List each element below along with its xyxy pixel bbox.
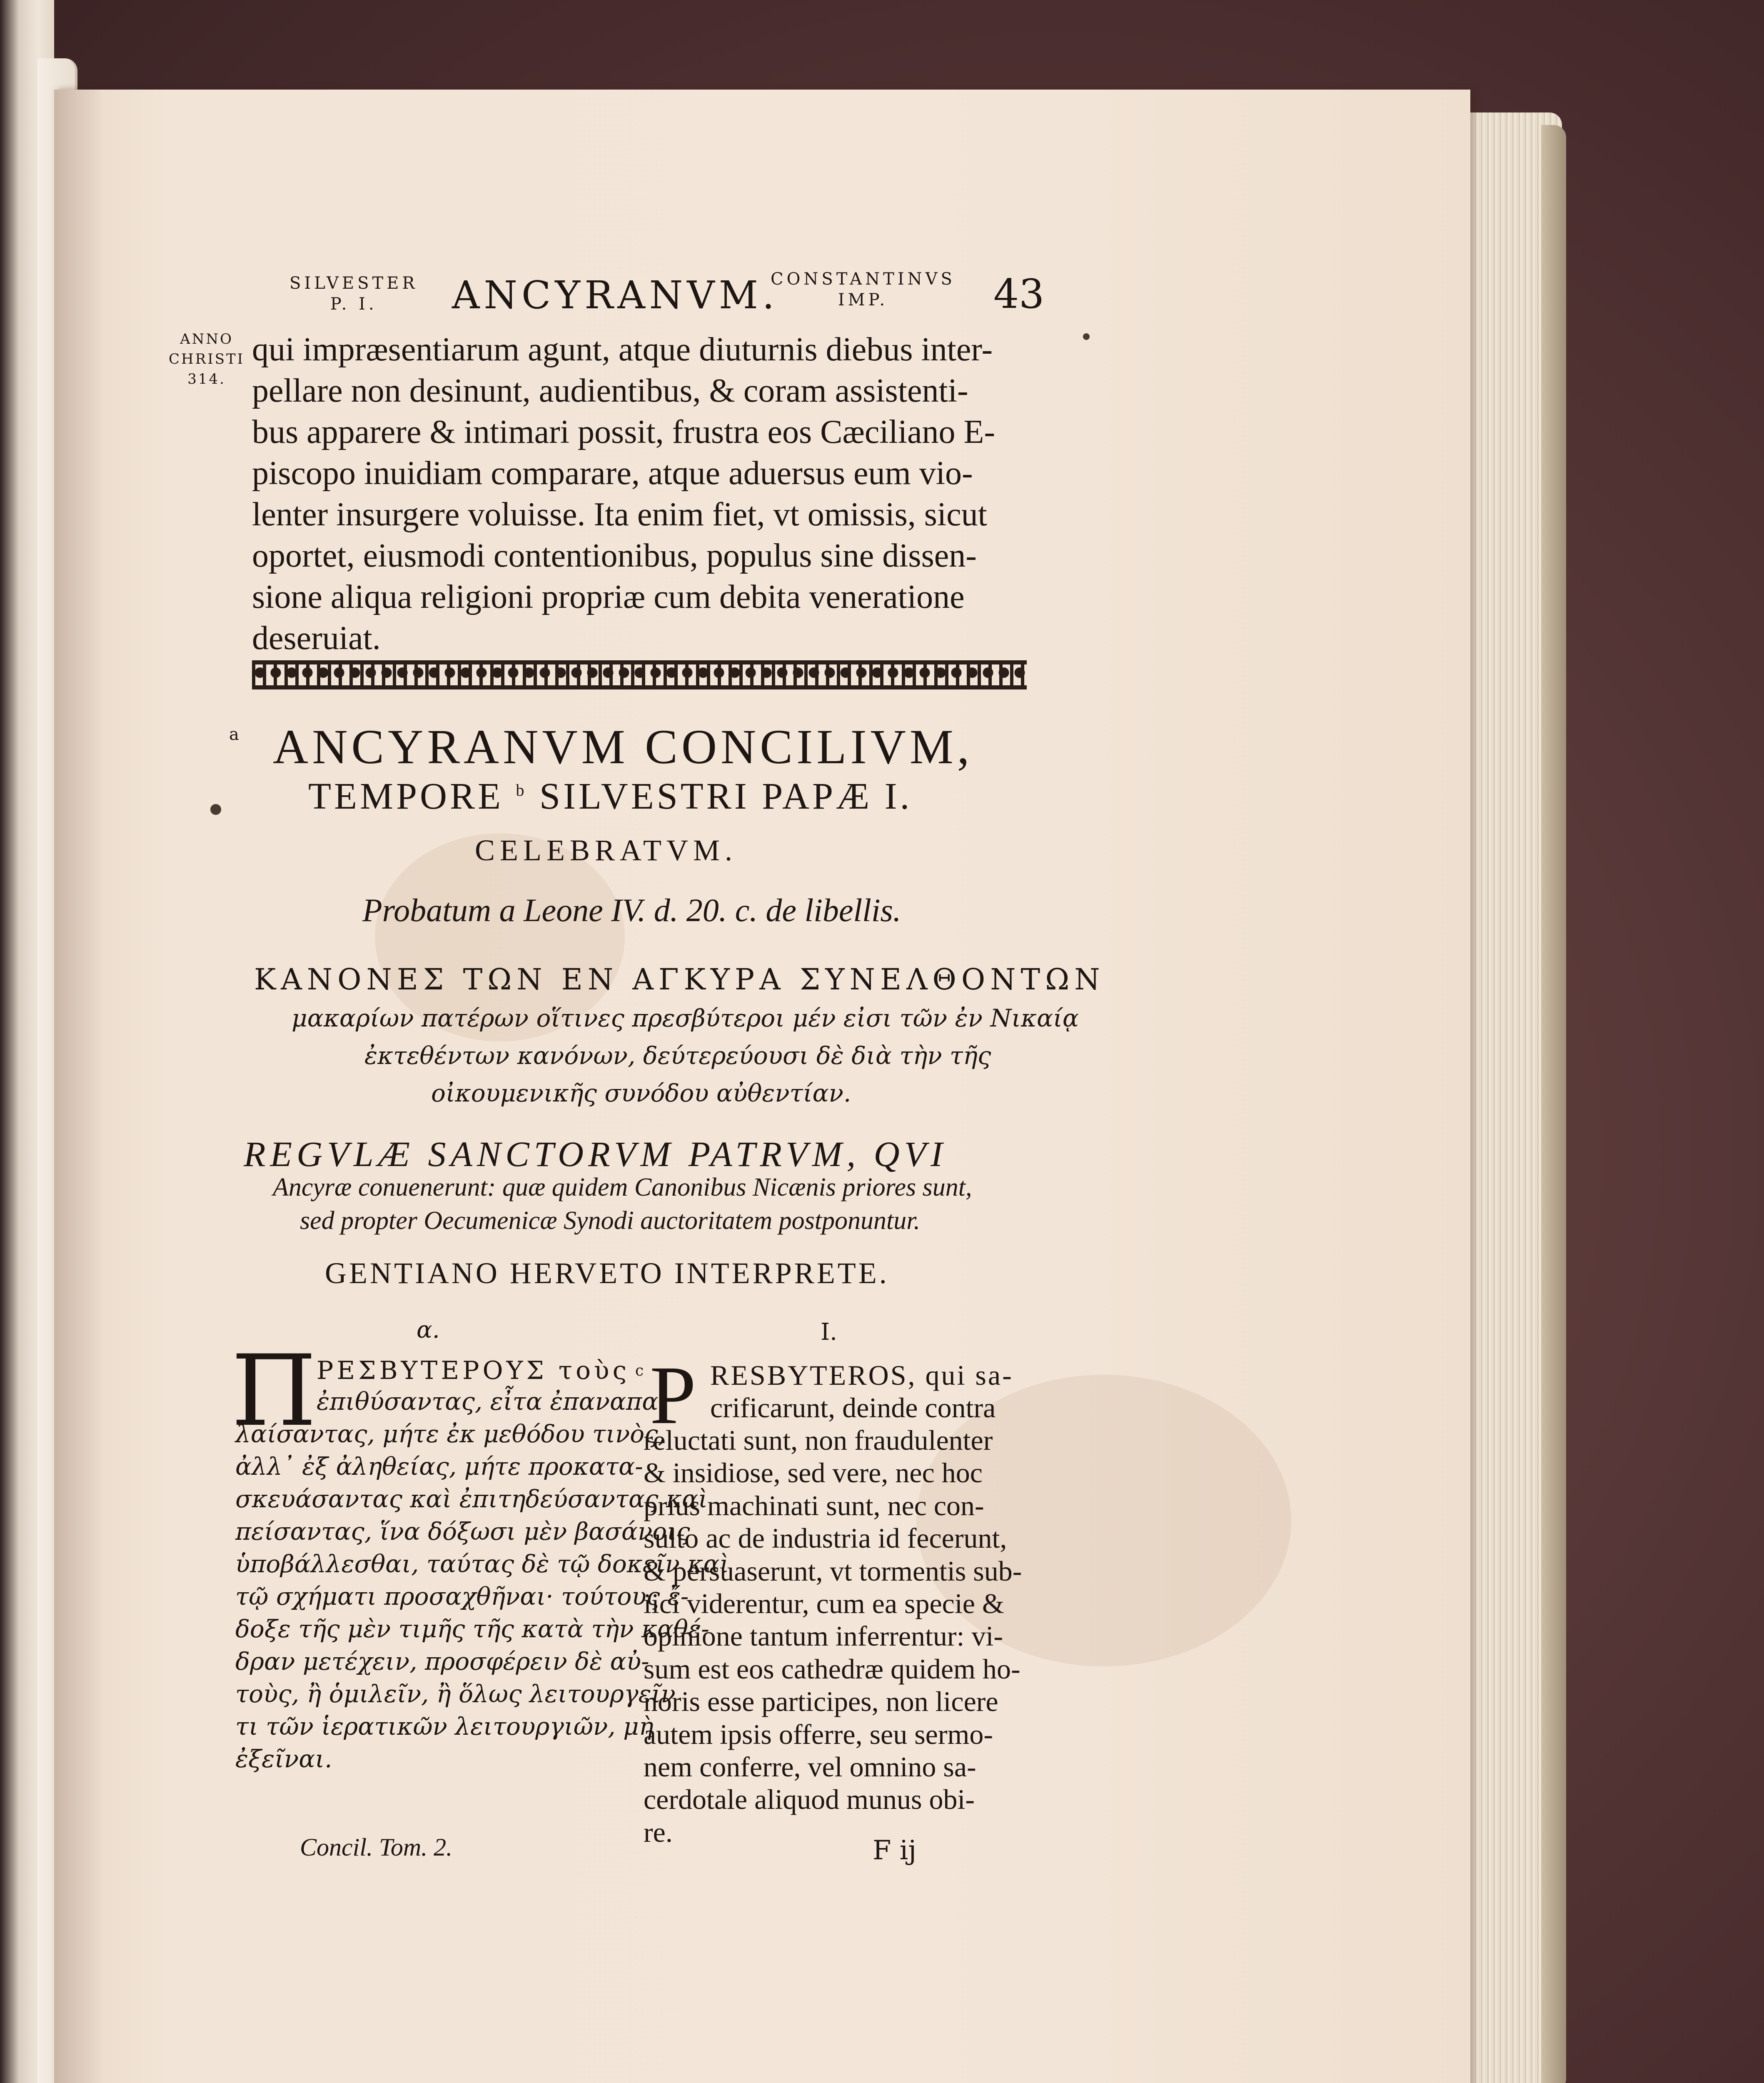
- catchword: F ij: [873, 1835, 917, 1866]
- latin-line: opinione tantum inferrentur: vi-: [644, 1620, 1003, 1652]
- greek-title-line: ἐκτεθέντων κανόνων, δεύτερεύουσι δὲ διὰ τὴν τῆς: [364, 1042, 991, 1070]
- text-line: oportet, eiusmodi contentionibus, populus sine dissen-: [252, 537, 977, 574]
- greek-first-line: ΡΕΣΒΥΤΕΡΟΥΣ τοὺς: [317, 1356, 630, 1385]
- text-line: pellare non desinunt, audientibus, & coram assistenti-: [252, 372, 968, 409]
- greek-line: τῷ σχήματι προσαχθῆναι· τούτους ἔ-: [235, 1582, 689, 1611]
- latin-line: cerdotale aliquod munus obi-: [644, 1783, 975, 1816]
- running-head-right-bottom: IMP.: [838, 290, 888, 310]
- margin-note-line: ANNO: [180, 331, 234, 347]
- greek-line: τι τῶν ἱερατικῶν λειτουργιῶν, μὴ: [235, 1712, 654, 1741]
- latin-canon-number: I.: [821, 1319, 837, 1346]
- subtitle-tempore: TEMPORE: [308, 776, 504, 817]
- greek-line: πείσαντας, ἵνα δόξωσι μὲν βασάνοις: [235, 1517, 690, 1546]
- latin-line: nem conferre, vel omnino sa-: [644, 1751, 976, 1783]
- greek-line: ἀλλ᾽ ἐξ ἀληθείας, μήτε προκατα-: [235, 1452, 643, 1481]
- running-head-left: [289, 273, 418, 315]
- signature-note: Concil. Tom. 2.: [300, 1833, 453, 1861]
- text-line: bus apparere & intimari possit, frustra eos Cæciliano E-: [252, 414, 996, 450]
- greek-second-line: ἐπιθύσαντας, εἶτα ἐπαναπα-: [317, 1387, 667, 1416]
- margin-note-line: 314.: [187, 371, 226, 387]
- greek-title-line: μακαρίων πατέρων οἵτινες πρεσβύτεροι μέν εἰσι τῶν ἐν Νικαίᾳ: [292, 1004, 1079, 1032]
- note-marker-a: a: [229, 725, 239, 744]
- ink-fleck: [1083, 333, 1090, 340]
- latin-line: sum est eos cathedræ quidem ho-: [644, 1653, 1020, 1685]
- note-marker-c: c: [635, 1362, 644, 1379]
- latin-title-line: sed propter Oecumenicæ Synodi auctoritatem postponuntur.: [300, 1206, 920, 1235]
- greek-line: ὑποβάλλεσθαι, ταύτας δὲ τῷ δοκεῖν καὶ: [235, 1550, 729, 1578]
- greek-line: δοξε τῆς μὲν τιμῆς τῆς κατὰ τὴν καθέ-: [235, 1615, 709, 1643]
- greek-title-caps: ΚΑΝΟΝΕΣ ΤΩΝ ΕΝ ΑΓΚΥΡΑ ΣΥΝΕΛΘΟΝΤΩΝ: [254, 962, 1105, 997]
- greek-title-line: οἰκουμενικῆς συνόδου αὐθεντίαν.: [431, 1079, 851, 1107]
- latin-line: prius machinati sunt, nec con-: [644, 1489, 984, 1521]
- opening-paragraph: [252, 329, 995, 659]
- running-head-right-top: CONSTANTINVS: [771, 270, 956, 289]
- gutter-shadow: [54, 90, 104, 2083]
- text-line: sione aliqua religioni propriæ cum debita veneratione: [252, 579, 965, 615]
- latin-line: iici viderentur, cum ea specie &: [644, 1588, 1004, 1620]
- note-marker-b: b: [516, 781, 527, 799]
- greek-line: σκευάσαντας καὶ ἐπιτηδεύσαντας καὶ: [235, 1485, 708, 1513]
- text-line: piscopo inuidiam comparare, atque aduersus eum vio-: [252, 455, 973, 492]
- greek-line: τοὺς, ἢ ὁμιλεῖν, ἢ ὅλως λειτουργεῖν: [235, 1680, 676, 1708]
- council-subtitle: [308, 775, 912, 818]
- latin-column: [644, 1424, 1022, 1848]
- running-head-left-bottom: P. I.: [330, 295, 377, 314]
- running-head-title: ANCYRANVM.: [452, 273, 779, 317]
- text-line: lenter insurgere voluisse. Ita enim fiet, vt omissis, sicut: [252, 496, 987, 533]
- greek-drop-capital: Π: [231, 1334, 317, 1448]
- ornamental-rule: [252, 660, 1027, 689]
- latin-line: & persuaserunt, vt tormentis sub-: [644, 1555, 1022, 1587]
- margin-note-year: [169, 329, 245, 389]
- greek-line: ἐξεῖναι.: [235, 1745, 332, 1773]
- ornament-band: [252, 685, 1027, 689]
- latin-drop-capital: P: [650, 1349, 696, 1441]
- greek-canon-number: α.: [417, 1316, 440, 1344]
- council-title: ANCYRANVM CONCILIVM,: [273, 719, 973, 774]
- page-number: 43: [993, 271, 1045, 317]
- running-head-right: [771, 269, 956, 310]
- probatum-line: Probatum a Leone IV. d. 20. c. de libellis.: [362, 892, 901, 928]
- council-celebratum: CELEBRATVM.: [475, 834, 738, 867]
- latin-line: noris esse participes, non licere: [644, 1686, 998, 1718]
- latin-title-caps: REGVLÆ SANCTORVM PATRVM, QVI: [244, 1134, 947, 1174]
- latin-first-line: RESBYTEROS, qui sa-: [710, 1359, 1013, 1391]
- text-line: deseruiat.: [252, 620, 381, 657]
- latin-line: autem ipsis offerre, seu sermo-: [644, 1718, 993, 1750]
- latin-title-line: Ancyræ conuenerunt: quæ quidem Canonibus Nicænis priores sunt,: [273, 1173, 972, 1201]
- latin-line: & insidiose, sed vere, nec hoc: [644, 1457, 983, 1489]
- book-edge-shadow: [1541, 125, 1566, 2083]
- interpreter-line: GENTIANO HERVETO INTERPRETE.: [325, 1256, 889, 1290]
- latin-line: re.: [644, 1816, 673, 1848]
- ornament-fleurons: [252, 664, 1027, 686]
- latin-line: sulto ac de industria id fecerunt,: [644, 1522, 1007, 1554]
- subtitle-silvestri: SILVESTRI PAPÆ I.: [539, 776, 913, 817]
- running-head-left-top: SILVESTER: [289, 274, 418, 293]
- ink-fleck: [210, 804, 221, 815]
- text-line: qui impræsentiarum agunt, atque diuturnis diebus inter-: [252, 331, 993, 368]
- margin-note-line: CHRISTI: [169, 351, 245, 367]
- greek-line: δραν μετέχειν, προσφέρειν δὲ αὐ-: [235, 1647, 649, 1676]
- greek-line: λαίσαντας, μήτε ἐκ μεθόδου τινὸς,: [235, 1420, 666, 1448]
- latin-second-line: crificarunt, deinde contra: [710, 1392, 996, 1424]
- latin-line: reluctati sunt, non fraudulenter: [644, 1424, 993, 1456]
